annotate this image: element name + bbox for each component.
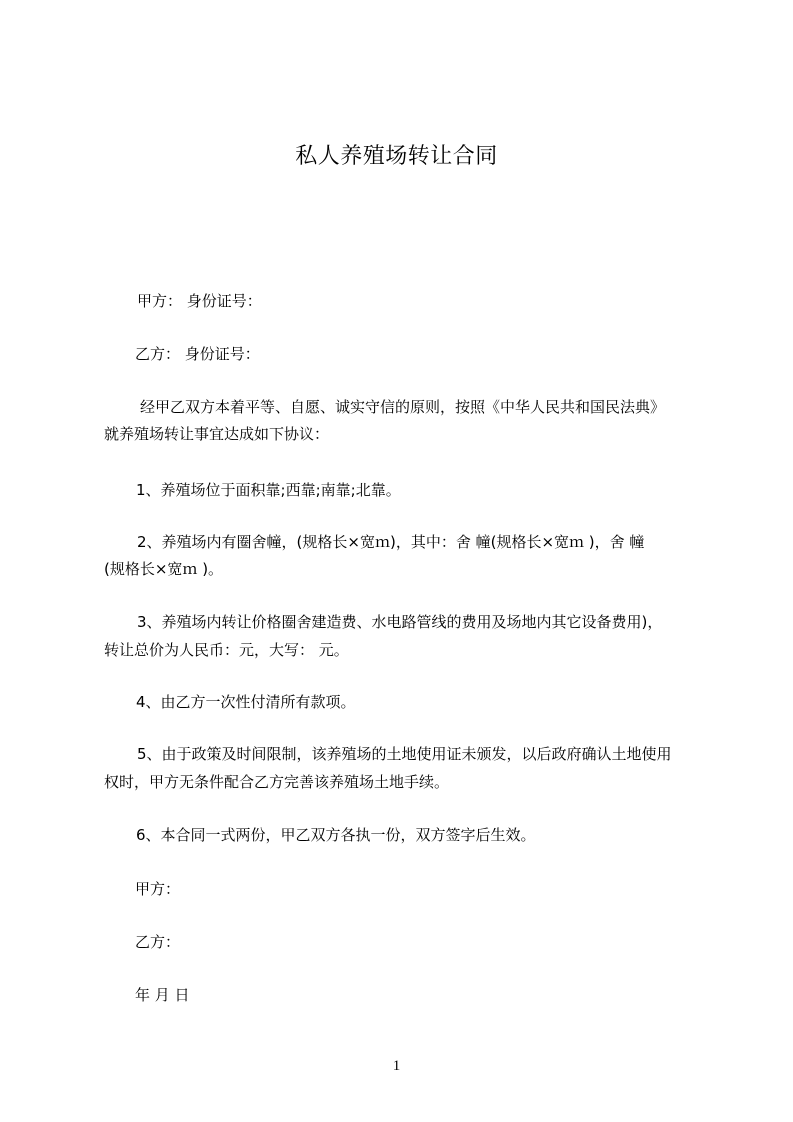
clause-5-line-2: 权时，甲方无条件配合乙方完善该养殖场土地手续。 (104, 773, 450, 791)
signature-party-a: 甲方： (135, 880, 181, 898)
signature-date: 年 月 日 (135, 986, 190, 1004)
preamble-line-1: 经甲乙双方本着平等、自愿、诚实守信的原则，按照《中华人民共和国民法典》 (140, 398, 666, 416)
preamble-line-2: 就养殖场转让事宜达成如下协议： (104, 425, 330, 443)
page-number: 1 (392, 1058, 401, 1074)
signature-party-b: 乙方： (135, 933, 181, 951)
clause-5-line-1: 5、由于政策及时间限制，该养殖场的土地使用证未颁发，以后政府确认土地使用 (137, 745, 672, 763)
document-title: 私人养殖场转让合同 (295, 144, 498, 169)
clause-1: 1、养殖场位于面积靠;西靠;南靠;北靠。 (136, 481, 401, 499)
clause-4: 4、由乙方一次性付清所有款项。 (136, 693, 356, 711)
clause-2-line-1: 2、养殖场内有圈舍幢，(规格长×宽ｍ)，其中：舍 幢(规格长×宽ｍ )，舍 幢 (137, 533, 645, 551)
clause-3-line-2: 转让总价为人民币：元，大写： 元。 (104, 641, 349, 659)
clause-2-line-2: (规格长×宽ｍ )。 (104, 560, 224, 578)
party-b-id-line: 乙方： 身份证号： (135, 345, 260, 363)
party-a-id-line: 甲方： 身份证号： (137, 292, 262, 310)
clause-3-line-1: 3、养殖场内转让价格圈舍建造费、水电路管线的费用及场地内其它设备费用)， (137, 613, 663, 631)
clause-6: 6、本合同一式两份，甲乙双方各执一份，双方签字后生效。 (136, 826, 536, 844)
